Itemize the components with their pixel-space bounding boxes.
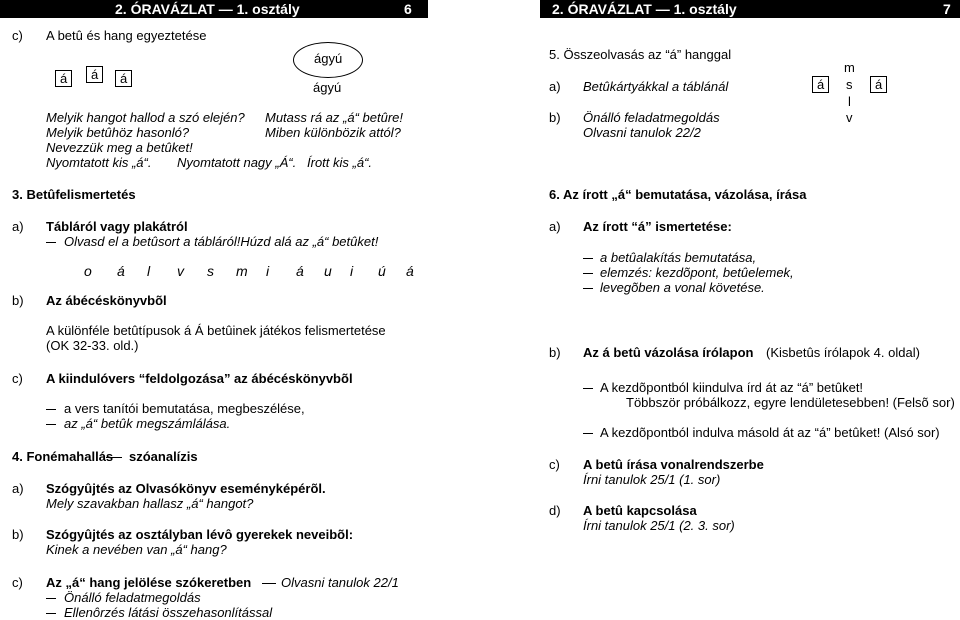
letter-box-2: á (86, 66, 103, 83)
letter-box-3: á (115, 70, 132, 87)
section-3b-text-2: (OK 32-33. old.) (46, 338, 139, 353)
section-6c-ref: Írni tanulok 25/1 (1. sor) (583, 472, 721, 487)
section-6d-ref: Írni tanulok 25/1 (2. 3. sor) (583, 518, 735, 533)
section-3b-text-1: A különféle betûtípusok á Á betûinek játékos felismertetése (46, 323, 386, 338)
letter-row-item: v (177, 263, 184, 279)
section-c-title: A betû és hang egyeztetése (46, 28, 207, 43)
section-3c-item-2: az „á“ betûk megszámlálása. (64, 416, 231, 431)
section-3c-item-1: a vers tanítói bemutatása, megbeszélése, (64, 401, 305, 416)
section-4-title: 4. Fonémahallás (12, 449, 114, 464)
left-header-title: 2. ÓRAVÁZLAT — 1. osztály (115, 1, 300, 17)
section-3b-label: b) (12, 293, 24, 308)
question-4b: Nyomtatott nagy „Á“. (177, 155, 297, 170)
section-6a-item-2: elemzés: kezdõpont, betûelemek, (600, 265, 794, 280)
dash-3c-1 (46, 409, 56, 410)
section-4b-label: b) (12, 527, 24, 542)
dash-4c-1 (46, 598, 56, 599)
letter-row-item: o (84, 263, 92, 279)
question-1: Melyik hangot hallod a szó elején? (46, 110, 245, 125)
letter-row-item: á (296, 263, 304, 279)
section-4c-item-2: Ellenôrzés látási összehasonlítással (64, 605, 273, 620)
right-page-header (540, 0, 960, 18)
section-4-title-2: szóanalízis (129, 449, 198, 464)
dash-6a-3 (583, 288, 593, 289)
dash-4c-ref (262, 583, 276, 584)
letter-row-item: ú (378, 263, 386, 279)
section-6-title: 6. Az írott „á“ bemutatása, vázolása, írása (549, 187, 807, 202)
right-header-title: 2. ÓRAVÁZLAT — 1. osztály (552, 1, 737, 17)
section-6b-item-2: A kezdõpontból indulva másold át az “á” betûket! (Alsó sor) (600, 425, 940, 440)
section-4a-title: Szógyûjtés az Olvasókönyv eseményképérõl. (46, 481, 326, 496)
section-4b-text: Kinek a nevében van „á“ hang? (46, 542, 227, 557)
section-6b-title: Az á betû vázolása írólapon (583, 345, 754, 360)
dash-6a-1 (583, 258, 593, 259)
section-4b-title: Szógyûjtés az osztályban lévô gyerekek neveibõl: (46, 527, 354, 542)
question-4c: Írott kis „á“. (307, 155, 373, 170)
dash-3a (46, 242, 56, 243)
section-4a-label: a) (12, 481, 24, 496)
agyu-bottom-word: ágyú (313, 80, 342, 95)
section-6a-label: a) (549, 219, 561, 234)
section-4c-label: c) (12, 575, 23, 590)
letter-row-item: i (350, 263, 354, 279)
letter-row-item: l (147, 263, 151, 279)
section-5a-text: Betûkártyákkal a táblánál (583, 79, 729, 94)
section-6b-ref: (Kisbetûs írólapok 4. oldal) (766, 345, 920, 360)
letter-row-item: s (207, 263, 214, 279)
section-6d-title: A betû kapcsolása (583, 503, 697, 518)
section-6a-item-1: a betûalakítás bemutatása, (600, 250, 757, 265)
question-3: Nevezzük meg a betûket! (46, 140, 193, 155)
letter-grid-l: l (848, 94, 851, 109)
section-5a-label: a) (549, 79, 561, 94)
section-4a-text: Mely szavakban hallasz „á“ hangot? (46, 496, 254, 511)
section-3-title: 3. Betûfelismertetés (12, 187, 136, 202)
letter-grid-a-right: á (870, 76, 887, 93)
section-6d-label: d) (549, 503, 561, 518)
response-2: Miben különbözik attól? (265, 125, 401, 140)
section-6a-item-3: levegõben a vonal követése. (600, 280, 765, 295)
dash-4-title (106, 457, 122, 458)
response-1: Mutass rá az „á“ betûre! (265, 110, 403, 125)
section-3a-title: Tábláról vagy plakátról (46, 219, 188, 234)
section-3a-text: Olvasd el a betûsort a tábláról!Húzd alá az „á“ betûket! (64, 234, 379, 249)
section-6c-label: c) (549, 457, 560, 472)
right-page-number: 7 (943, 1, 951, 17)
left-page-header (0, 0, 428, 18)
dash-6a-2 (583, 273, 593, 274)
dash-6b-1 (583, 388, 593, 389)
section-5b-ref: Olvasni tanulok 22/2 (583, 125, 701, 140)
section-3c-title: A kiindulóvers “feldolgozása” az ábécéskönyvbõl (46, 371, 353, 386)
dash-6b-2 (583, 433, 593, 434)
left-page-number: 6 (404, 1, 412, 17)
letter-grid-a-left: á (812, 76, 829, 93)
dash-3c-2 (46, 424, 56, 425)
letter-row-item: á (406, 263, 414, 279)
section-3b-title: Az ábécéskönyvbõl (46, 293, 167, 308)
section-6c-title: A betû írása vonalrendszerbe (583, 457, 764, 472)
section-3a-label: a) (12, 219, 24, 234)
section-6b-item-1: A kezdõpontból kiindulva írd át az “á” betûket! (600, 380, 864, 395)
section-5b-text: Önálló feladatmegoldás (583, 110, 720, 125)
letter-grid-s: s (846, 77, 853, 92)
letter-box-1: á (55, 70, 72, 87)
section-6b-label: b) (549, 345, 561, 360)
section-5-title: 5. Összeolvasás az “á” hanggal (549, 47, 732, 62)
letter-row-item: á (117, 263, 125, 279)
section-4c-title: Az „á“ hang jelölése szókeretben (46, 575, 252, 590)
dash-4c-2 (46, 613, 56, 614)
section-4c-ref: Olvasni tanulok 22/1 (281, 575, 399, 590)
section-5b-label: b) (549, 110, 561, 125)
section-6b-item-1b: Többször próbálkozz, egyre lendületesebben! (Felsõ sor) (626, 395, 955, 410)
question-4a: Nyomtatott kis „á“. (46, 155, 152, 170)
letter-row-item: m (236, 263, 248, 279)
section-3c-label: c) (12, 371, 23, 386)
question-2: Melyik betûhöz hasonló? (46, 125, 190, 140)
letter-grid-m: m (844, 60, 855, 75)
agyu-top-word: ágyú (314, 51, 343, 66)
section-4c-item-1: Önálló feladatmegoldás (64, 590, 201, 605)
letter-row-item: i (266, 263, 270, 279)
letter-row-item: u (324, 263, 332, 279)
section-c-label: c) (12, 28, 23, 43)
section-6a-title: Az írott “á” ismertetése: (583, 219, 732, 234)
letter-grid-v: v (846, 110, 853, 125)
